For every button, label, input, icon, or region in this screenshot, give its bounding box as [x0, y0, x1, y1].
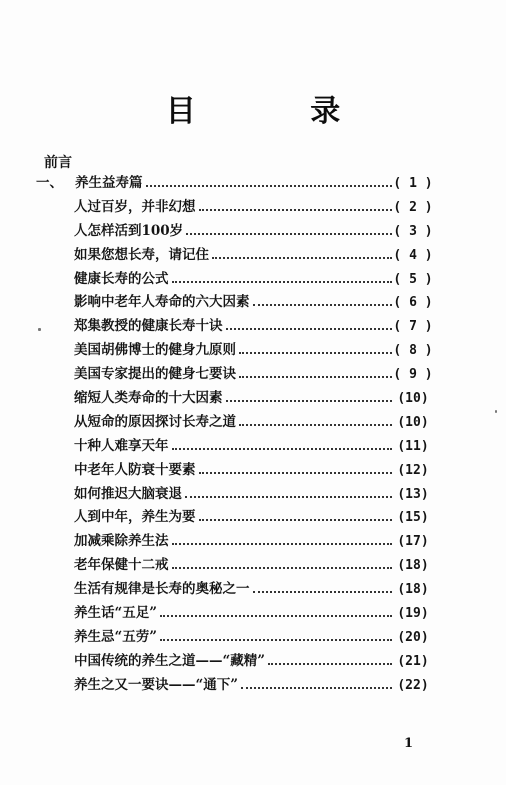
- toc-entry-title: 影响中老年人寿命的六大因素: [74, 294, 250, 311]
- dot-leader: [226, 328, 392, 330]
- toc-entry-page: (22): [397, 677, 429, 693]
- dot-leader: [172, 543, 392, 545]
- dot-leader: [186, 233, 392, 235]
- toc-entry-page: (21): [397, 653, 429, 669]
- toc-entry-number: 一、: [36, 174, 63, 191]
- dot-leader: [239, 424, 392, 426]
- toc-entry-title: 如果您想长寿，请记住: [74, 246, 209, 263]
- toc-entry-page: (13): [397, 486, 429, 502]
- toc-entry: [0, 459, 506, 483]
- toc-entry-title: 养生忌“五劳”: [74, 628, 158, 645]
- toc-entry-title: 人过百岁，并非幻想: [74, 198, 196, 215]
- toc-entry-title: 加减乘除养生法: [74, 533, 169, 550]
- toc-entry-title: 十种人难享天年: [74, 437, 169, 454]
- page-number: 1: [404, 736, 414, 751]
- toc-entry-page: ( 8 ): [393, 343, 433, 359]
- dot-leader: [199, 209, 392, 211]
- toc-entry: [0, 626, 506, 650]
- dot-leader: [253, 304, 392, 306]
- toc-entry-page: (12): [397, 462, 429, 478]
- toc-entry-title: 缩短人类寿命的十大因素: [74, 390, 223, 406]
- toc-entry-title: 中老年人防衰十要素: [74, 461, 196, 478]
- toc-entry-page: (19): [397, 606, 429, 622]
- toc-entry: [0, 220, 506, 244]
- toc-entry-page: ( 4 ): [393, 247, 433, 263]
- toc-entry: [0, 291, 506, 315]
- dot-leader: [226, 400, 392, 402]
- toc-entry: [0, 315, 506, 339]
- toc-entry: [0, 530, 506, 554]
- toc-entry: [0, 674, 506, 698]
- toc-entry-page: (20): [397, 629, 429, 645]
- toc-entry-page: ( 7 ): [393, 319, 433, 335]
- dot-leader: [212, 257, 392, 259]
- toc-entry: [0, 268, 506, 292]
- toc-entry-title: 中国传统的养生之道——“藏精”: [74, 652, 266, 669]
- dot-leader: [253, 591, 392, 593]
- toc-entry-title: 健康长寿的公式: [74, 270, 169, 287]
- toc-entry-title: 养生之又一要诀——“通下”: [74, 676, 239, 693]
- toc-entry-page: (17): [397, 534, 429, 550]
- toc-entry-title: 老年保健十二戒: [74, 557, 169, 574]
- toc-entry-page: (10): [397, 391, 429, 406]
- dot-leader: [199, 519, 392, 521]
- toc-entry-page: (10): [397, 414, 429, 430]
- page-title: 目 录: [165, 94, 393, 129]
- toc-entry-title: 如何推迟大脑衰退: [74, 485, 182, 502]
- table-of-contents: [0, 172, 506, 698]
- toc-entry: [0, 578, 506, 602]
- toc-entry: [0, 650, 506, 674]
- toc-entry: [0, 554, 506, 578]
- dot-leader: [172, 448, 392, 450]
- toc-entry-page: ( 2 ): [393, 199, 433, 215]
- toc-entry-title: 人怎样活到100岁: [74, 222, 184, 239]
- toc-entry-title: 美国专家提出的健身七要诀: [74, 366, 236, 383]
- toc-entry-page: (11): [397, 438, 429, 454]
- toc-entry-title: 美国胡佛博士的健身九原则: [74, 342, 236, 359]
- toc-entry: [0, 363, 506, 387]
- toc-entry-title: 郑集教授的健康长寿十诀: [74, 318, 223, 335]
- toc-entry: [0, 602, 506, 626]
- toc-entry-title: 生活有规律是长寿的奥秘之一: [74, 581, 250, 598]
- toc-entry: [0, 506, 506, 530]
- scan-speck: [495, 410, 497, 413]
- dot-leader: [172, 567, 392, 569]
- dot-leader: [146, 185, 392, 187]
- toc-entry: [0, 483, 506, 507]
- toc-entry-page: ( 3 ): [393, 223, 433, 239]
- dot-leader: [239, 376, 392, 378]
- toc-entry: [0, 387, 506, 411]
- dot-leader: [241, 687, 392, 689]
- dot-leader: [160, 615, 392, 617]
- preface-entry: 前言: [44, 155, 72, 171]
- toc-entry-title: 从短命的原因探讨长寿之道: [74, 413, 236, 430]
- toc-entry-page: ( 1 ): [393, 175, 433, 191]
- toc-entry: [0, 244, 506, 268]
- toc-entry: [0, 411, 506, 435]
- toc-entry: [0, 339, 506, 363]
- dot-leader: [172, 281, 392, 283]
- toc-entry-page: ( 9 ): [393, 367, 433, 383]
- toc-entry-title: 养生益寿篇: [75, 174, 143, 191]
- toc-entry-page: (18): [397, 582, 429, 598]
- dot-leader: [199, 472, 392, 474]
- dot-leader: [268, 663, 392, 665]
- toc-entry-title: 养生话“五足”: [74, 605, 158, 622]
- toc-entry-page: ( 5 ): [393, 271, 433, 287]
- scan-speck: [38, 328, 41, 331]
- toc-entry-page: (15): [397, 510, 429, 526]
- dot-leader: [239, 352, 392, 354]
- toc-entry-title: 人到中年，养生为要: [74, 509, 196, 526]
- dot-leader: [160, 639, 392, 641]
- toc-entry-page: (18): [397, 558, 429, 574]
- toc-entry-page: ( 6 ): [393, 295, 433, 311]
- toc-entry: [0, 435, 506, 459]
- toc-entry: [0, 196, 506, 220]
- toc-entry: [0, 172, 506, 196]
- dot-leader: [185, 496, 392, 498]
